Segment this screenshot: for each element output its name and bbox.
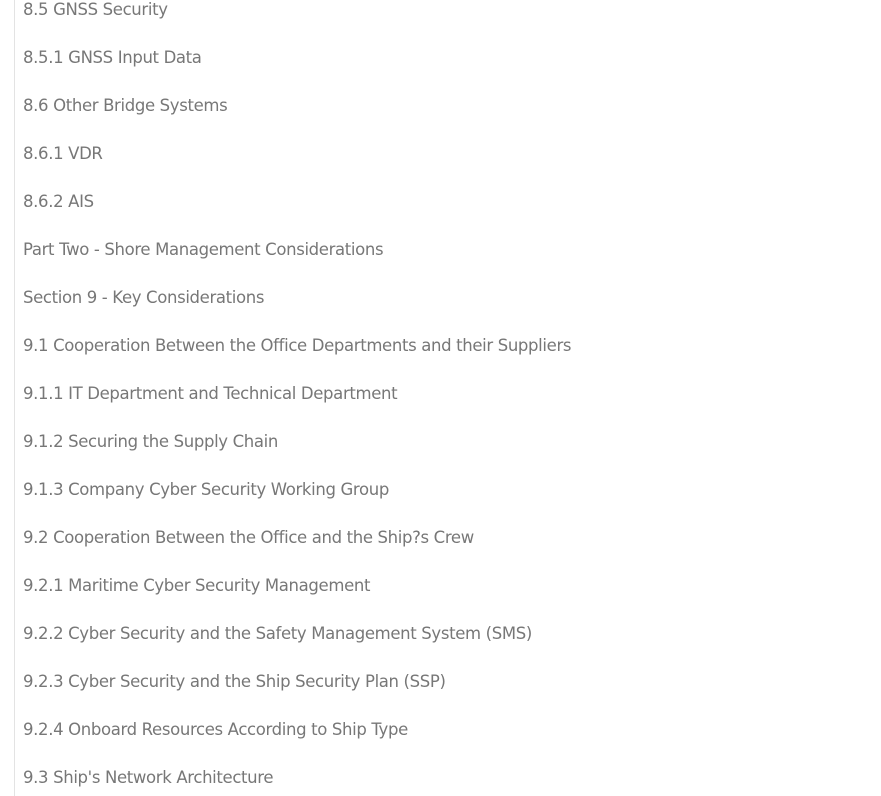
toc-item-9-1-2	[23, 430, 873, 478]
toc-item-8-5-1	[23, 46, 873, 94]
toc-item-8-6-1	[23, 142, 873, 190]
toc-link-9-2-4[interactable]: 9.2.4 Onboard Resources According to Ship Type	[23, 720, 408, 739]
toc-item-9-2-2	[23, 622, 873, 670]
toc-link-8-6-1[interactable]: 8.6.1 VDR	[23, 144, 103, 163]
toc-item-9-2-4	[23, 718, 873, 766]
toc-item-8-5	[23, 0, 873, 46]
toc-item-8-6	[23, 94, 873, 142]
toc-link-9-3[interactable]: 9.3 Ship's Network Architecture	[23, 768, 274, 787]
toc-link-8-5-1[interactable]: 8.5.1 GNSS Input Data	[23, 48, 202, 67]
toc-item-section-9	[23, 286, 873, 334]
toc-link-section-9[interactable]: Section 9 - Key Considerations	[23, 288, 265, 307]
toc-item-9-2	[23, 526, 873, 574]
toc-item-9-1	[23, 334, 873, 382]
toc-link-8-6[interactable]: 8.6 Other Bridge Systems	[23, 96, 228, 115]
toc-link-8-5[interactable]: 8.5 GNSS Security	[23, 0, 168, 19]
toc-item-9-1-3	[23, 478, 873, 526]
toc-link-9-1-1[interactable]: 9.1.1 IT Department and Technical Department	[23, 384, 398, 403]
toc-item-9-1-1	[23, 382, 873, 430]
toc-link-9-1-3[interactable]: 9.1.3 Company Cyber Security Working Group	[23, 480, 389, 499]
toc-link-9-2-3[interactable]: 9.2.3 Cyber Security and the Ship Security Plan (SSP)	[23, 672, 446, 691]
toc-link-9-2[interactable]: 9.2 Cooperation Between the Office and the Ship?s Crew	[23, 528, 474, 547]
toc-link-8-6-2[interactable]: 8.6.2 AIS	[23, 192, 94, 211]
toc-item-9-2-3	[23, 670, 873, 718]
toc-link-part-two[interactable]: Part Two - Shore Management Considerations	[23, 240, 384, 259]
toc-item-9-3	[23, 766, 873, 796]
toc-link-9-2-1[interactable]: 9.2.1 Maritime Cyber Security Management	[23, 576, 371, 595]
toc-item-9-2-1	[23, 574, 873, 622]
toc-rail-divider	[14, 0, 15, 796]
toc-list	[23, 0, 873, 796]
toc-link-9-1[interactable]: 9.1 Cooperation Between the Office Departments and their Suppliers	[23, 336, 572, 355]
toc-link-9-1-2[interactable]: 9.1.2 Securing the Supply Chain	[23, 432, 279, 451]
toc-link-9-2-2[interactable]: 9.2.2 Cyber Security and the Safety Management System (SMS)	[23, 624, 532, 643]
toc-item-8-6-2	[23, 190, 873, 238]
toc-item-part-two	[23, 238, 873, 286]
